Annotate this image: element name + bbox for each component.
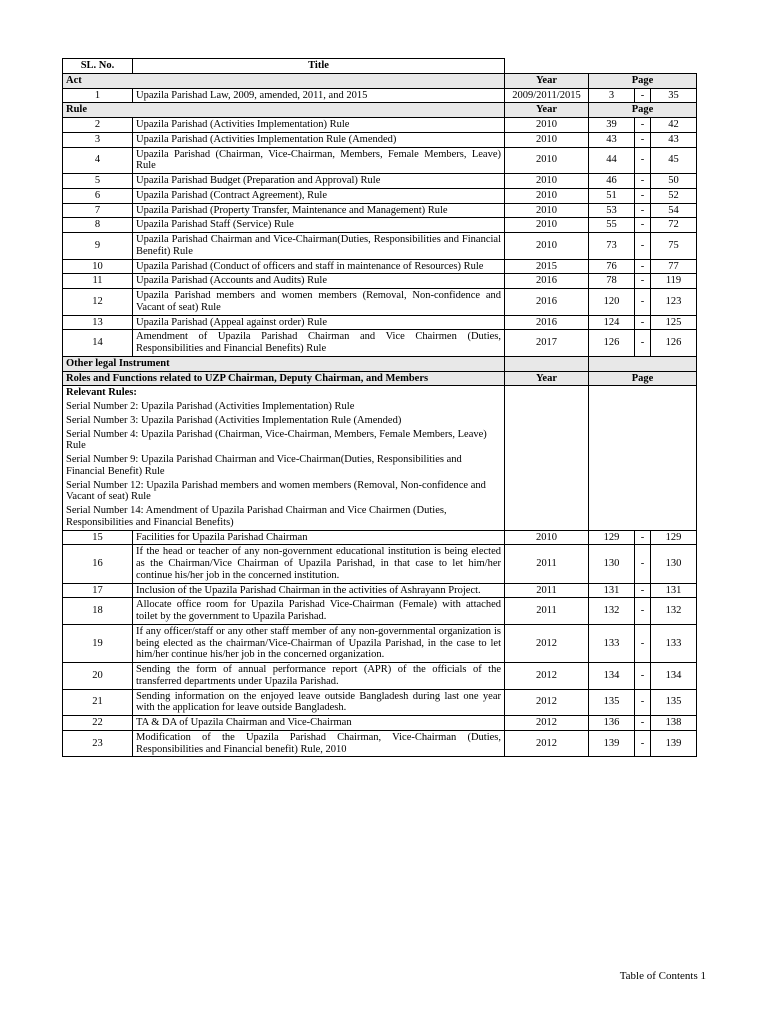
row-sl: 10: [63, 259, 133, 274]
row-sl: 20: [63, 663, 133, 690]
row-title: Upazila Parishad (Chairman, Vice-Chairman, Members, Female Members, Leave) Rule: [133, 147, 505, 174]
table-row: [63, 203, 697, 218]
row-year: 2012: [505, 624, 589, 662]
row-year: 2010: [505, 147, 589, 174]
section-header-page-rule: Page: [589, 103, 697, 118]
row-page-from: 134: [589, 663, 635, 690]
row-page-dash: -: [635, 88, 651, 103]
section-label-other-legal-instrument: Other legal Instrument: [63, 356, 505, 371]
row-page-to: 130: [651, 545, 697, 583]
row-page-from: 55: [589, 218, 635, 233]
relevant-rules-spacer-year: [505, 428, 589, 454]
row-year: 2016: [505, 274, 589, 289]
relevant-rules-spacer-page: [589, 479, 697, 505]
row-year: 2009/2011/2015: [505, 88, 589, 103]
row-page-to: 45: [651, 147, 697, 174]
row-page-dash: -: [635, 132, 651, 147]
relevant-rule-item-row: [63, 400, 697, 414]
row-title: Upazila Parishad (Activities Implementation) Rule: [133, 118, 505, 133]
row-page-from: 131: [589, 583, 635, 598]
row-page-to: 72: [651, 218, 697, 233]
row-title: If any officer/staff or any other staff member of any non-governmental organization is being elected as the chairman/Vice-Chairman of Upazila Parishad, in the case to let him/her continue his/her job in the concerned organization.: [133, 624, 505, 662]
row-page-to: 77: [651, 259, 697, 274]
relevant-rules-spacer-page: [589, 414, 697, 428]
relevant-rules-spacer-page: [589, 504, 697, 530]
row-page-dash: -: [635, 233, 651, 260]
section-label-act: Act: [63, 73, 505, 88]
relevant-rule-item: Serial Number 14: Amendment of Upazila Parishad Chairman and Vice Chairmen (Duties, Responsibilities and Financial Benefits): [63, 504, 505, 530]
row-year: 2012: [505, 730, 589, 757]
row-page-dash: -: [635, 203, 651, 218]
column-header-sl-no: SL. No.: [63, 59, 133, 74]
row-sl: 11: [63, 274, 133, 289]
row-page-to: 134: [651, 663, 697, 690]
table-row: [63, 330, 697, 357]
row-page-from: 39: [589, 118, 635, 133]
relevant-rule-item: Serial Number 3: Upazila Parishad (Activities Implementation Rule (Amended): [63, 414, 505, 428]
row-page-dash: -: [635, 663, 651, 690]
row-page-dash: -: [635, 259, 651, 274]
row-page-from: 130: [589, 545, 635, 583]
row-title: Upazila Parishad Budget (Preparation and Approval) Rule: [133, 174, 505, 189]
row-title: Amendment of Upazila Parishad Chairman and Vice Chairmen (Duties, Responsibilities and Financial Benefits) Rule: [133, 330, 505, 357]
row-page-to: 42: [651, 118, 697, 133]
table-row: [63, 689, 697, 716]
row-year: 2012: [505, 663, 589, 690]
row-sl: 4: [63, 147, 133, 174]
section-spacer-year: [505, 356, 589, 371]
section-header-year-rule: Year: [505, 103, 589, 118]
table-row: [63, 218, 697, 233]
section-label-rule: Rule: [63, 103, 505, 118]
relevant-rule-item-row: [63, 414, 697, 428]
row-sl: 19: [63, 624, 133, 662]
row-year: 2010: [505, 118, 589, 133]
row-title: Inclusion of the Upazila Parishad Chairman in the activities of Ashrayann Project.: [133, 583, 505, 598]
table-row: [63, 289, 697, 316]
row-sl: 22: [63, 716, 133, 731]
row-page-from: 78: [589, 274, 635, 289]
row-page-to: 54: [651, 203, 697, 218]
section-row-other-legal-instrument: [63, 356, 697, 371]
header-spacer-year: [505, 59, 589, 74]
row-sl: 5: [63, 174, 133, 189]
table-row: [63, 598, 697, 625]
relevant-rules-spacer-page: [589, 428, 697, 454]
row-page-to: 132: [651, 598, 697, 625]
column-header-title: Title: [133, 59, 505, 74]
row-page-to: 35: [651, 88, 697, 103]
row-page-dash: -: [635, 716, 651, 731]
section-header-page-roles: Page: [589, 371, 697, 386]
page-footer: Table of Contents 1: [619, 970, 706, 982]
row-page-from: 124: [589, 315, 635, 330]
relevant-rules-heading-row: [63, 386, 697, 400]
row-page-dash: -: [635, 289, 651, 316]
row-page-to: 75: [651, 233, 697, 260]
row-page-dash: -: [635, 689, 651, 716]
row-title: TA & DA of Upazila Chairman and Vice-Chairman: [133, 716, 505, 731]
row-page-to: 139: [651, 730, 697, 757]
row-page-to: 135: [651, 689, 697, 716]
relevant-rule-item-row: [63, 479, 697, 505]
row-year: 2010: [505, 218, 589, 233]
relevant-rules-spacer-page: [589, 400, 697, 414]
row-year: 2015: [505, 259, 589, 274]
row-page-from: 43: [589, 132, 635, 147]
row-year: 2010: [505, 233, 589, 260]
row-title: Allocate office room for Upazila Parishad Vice-Chairman (Female) with attached toilet by the government to Upazila Parishad.: [133, 598, 505, 625]
relevant-rules-spacer-year: [505, 504, 589, 530]
row-year: 2010: [505, 132, 589, 147]
relevant-rule-item: Serial Number 4: Upazila Parishad (Chairman, Vice-Chairman, Members, Female Members, Leave) Rule: [63, 428, 505, 454]
row-page-from: 120: [589, 289, 635, 316]
row-year: 2010: [505, 203, 589, 218]
row-page-dash: -: [635, 624, 651, 662]
row-page-from: 53: [589, 203, 635, 218]
row-page-dash: -: [635, 174, 651, 189]
row-page-dash: -: [635, 545, 651, 583]
row-title: Sending information on the enjoyed leave outside Bangladesh during last one year with the application for leave outside Bangladesh.: [133, 689, 505, 716]
row-title: Upazila Parishad Chairman and Vice-Chairman(Duties, Responsibilities and Financial Benefit) Rule: [133, 233, 505, 260]
row-year: 2010: [505, 188, 589, 203]
row-page-dash: -: [635, 530, 651, 545]
row-title: Upazila Parishad members and women members (Removal, Non-confidence and Vacant of seat) Rule: [133, 289, 505, 316]
row-sl: 17: [63, 583, 133, 598]
row-sl: 21: [63, 689, 133, 716]
row-page-from: 3: [589, 88, 635, 103]
section-header-page-act: Page: [589, 73, 697, 88]
table-row: [63, 583, 697, 598]
table-row: [63, 118, 697, 133]
row-year: 2012: [505, 689, 589, 716]
row-page-from: 136: [589, 716, 635, 731]
row-page-dash: -: [635, 583, 651, 598]
row-sl: 14: [63, 330, 133, 357]
row-page-from: 76: [589, 259, 635, 274]
section-row-act: [63, 73, 697, 88]
table-row: [63, 730, 697, 757]
relevant-rules-spacer-year: [505, 479, 589, 505]
relevant-rule-item: Serial Number 2: Upazila Parishad (Activities Implementation) Rule: [63, 400, 505, 414]
table-row: [63, 147, 697, 174]
row-page-dash: -: [635, 315, 651, 330]
row-year: 2012: [505, 716, 589, 731]
row-title: If the head or teacher of any non-government educational institution is being elected as the Chairman/Vice Chairman of Upazila Parishad, in that case to let him/her continue his/her job in the concerned institution.: [133, 545, 505, 583]
relevant-rule-item: Serial Number 9: Upazila Parishad Chairman and Vice-Chairman(Duties, Responsibilities and Financial Benefit) Rule: [63, 453, 505, 479]
table-of-contents: [62, 58, 697, 757]
row-year: 2011: [505, 583, 589, 598]
row-sl: 23: [63, 730, 133, 757]
row-page-from: 132: [589, 598, 635, 625]
row-page-to: 119: [651, 274, 697, 289]
relevant-rules-spacer-year: [505, 400, 589, 414]
relevant-rules-heading: Relevant Rules:: [63, 386, 505, 400]
row-sl: 13: [63, 315, 133, 330]
row-page-from: 46: [589, 174, 635, 189]
row-page-to: 125: [651, 315, 697, 330]
relevant-rules-spacer-year: [505, 386, 589, 400]
row-sl: 12: [63, 289, 133, 316]
row-year: 2017: [505, 330, 589, 357]
row-page-to: 123: [651, 289, 697, 316]
row-page-to: 52: [651, 188, 697, 203]
row-page-to: 133: [651, 624, 697, 662]
row-page-from: 126: [589, 330, 635, 357]
row-title: Upazila Parishad (Conduct of officers and staff in maintenance of Resources) Rule: [133, 259, 505, 274]
row-year: 2010: [505, 174, 589, 189]
relevant-rule-item: Serial Number 12: Upazila Parishad members and women members (Removal, Non-confidence and Vacant of seat) Rule: [63, 479, 505, 505]
table-row: [63, 132, 697, 147]
relevant-rules-spacer-page: [589, 453, 697, 479]
row-title: Upazila Parishad (Appeal against order) Rule: [133, 315, 505, 330]
row-title: Facilities for Upazila Parishad Chairman: [133, 530, 505, 545]
relevant-rule-item-row: [63, 453, 697, 479]
row-title: Upazila Parishad Staff (Service) Rule: [133, 218, 505, 233]
row-page-dash: -: [635, 274, 651, 289]
section-row-roles-functions: [63, 371, 697, 386]
section-spacer-page: [589, 356, 697, 371]
row-title: Upazila Parishad (Activities Implementation Rule (Amended): [133, 132, 505, 147]
section-header-year-roles: Year: [505, 371, 589, 386]
relevant-rule-item-row: [63, 504, 697, 530]
row-page-to: 131: [651, 583, 697, 598]
row-page-dash: -: [635, 330, 651, 357]
table-row: [63, 716, 697, 731]
row-sl: 16: [63, 545, 133, 583]
row-year: 2010: [505, 530, 589, 545]
relevant-rules-spacer-year: [505, 453, 589, 479]
row-page-to: 126: [651, 330, 697, 357]
table-row: [63, 259, 697, 274]
table-row: [63, 174, 697, 189]
row-page-from: 129: [589, 530, 635, 545]
row-sl: 1: [63, 88, 133, 103]
row-sl: 6: [63, 188, 133, 203]
row-sl: 2: [63, 118, 133, 133]
row-year: 2011: [505, 545, 589, 583]
section-label-roles-functions: Roles and Functions related to UZP Chairman, Deputy Chairman, and Members: [63, 371, 505, 386]
row-title: Modification of the Upazila Parishad Chairman, Vice-Chairman (Duties, Responsibilities and Financial benefit) Rule, 2010: [133, 730, 505, 757]
row-sl: 18: [63, 598, 133, 625]
row-title: Sending the form of annual performance report (APR) of the officials of the transferred departments under Upazila Parishad.: [133, 663, 505, 690]
row-page-from: 135: [589, 689, 635, 716]
row-page-dash: -: [635, 598, 651, 625]
section-header-year-act: Year: [505, 73, 589, 88]
table-header-row: [63, 59, 697, 74]
section-row-rule: [63, 103, 697, 118]
table-row: [63, 624, 697, 662]
row-page-dash: -: [635, 188, 651, 203]
row-page-from: 44: [589, 147, 635, 174]
row-page-to: 50: [651, 174, 697, 189]
row-page-to: 129: [651, 530, 697, 545]
relevant-rules-spacer-year: [505, 414, 589, 428]
row-year: 2016: [505, 315, 589, 330]
relevant-rule-item-row: [63, 428, 697, 454]
row-sl: 7: [63, 203, 133, 218]
table-row: [63, 530, 697, 545]
row-page-from: 73: [589, 233, 635, 260]
row-page-to: 43: [651, 132, 697, 147]
row-title: Upazila Parishad (Contract Agreement), Rule: [133, 188, 505, 203]
row-page-dash: -: [635, 218, 651, 233]
row-sl: 3: [63, 132, 133, 147]
table-row: [63, 188, 697, 203]
row-title: Upazila Parishad (Property Transfer, Maintenance and Management) Rule: [133, 203, 505, 218]
row-page-to: 138: [651, 716, 697, 731]
row-page-dash: -: [635, 118, 651, 133]
table-row: [63, 233, 697, 260]
relevant-rules-spacer-page: [589, 386, 697, 400]
row-page-dash: -: [635, 147, 651, 174]
table-row: [63, 545, 697, 583]
row-sl: 8: [63, 218, 133, 233]
row-sl: 9: [63, 233, 133, 260]
table-row: [63, 315, 697, 330]
row-page-from: 51: [589, 188, 635, 203]
table-row: [63, 274, 697, 289]
table-row: [63, 663, 697, 690]
header-spacer-page: [589, 59, 697, 74]
row-page-from: 133: [589, 624, 635, 662]
row-title: Upazila Parishad Law, 2009, amended, 2011, and 2015: [133, 88, 505, 103]
row-page-from: 139: [589, 730, 635, 757]
table-row: [63, 88, 697, 103]
row-title: Upazila Parishad (Accounts and Audits) Rule: [133, 274, 505, 289]
row-year: 2016: [505, 289, 589, 316]
row-year: 2011: [505, 598, 589, 625]
row-sl: 15: [63, 530, 133, 545]
row-page-dash: -: [635, 730, 651, 757]
